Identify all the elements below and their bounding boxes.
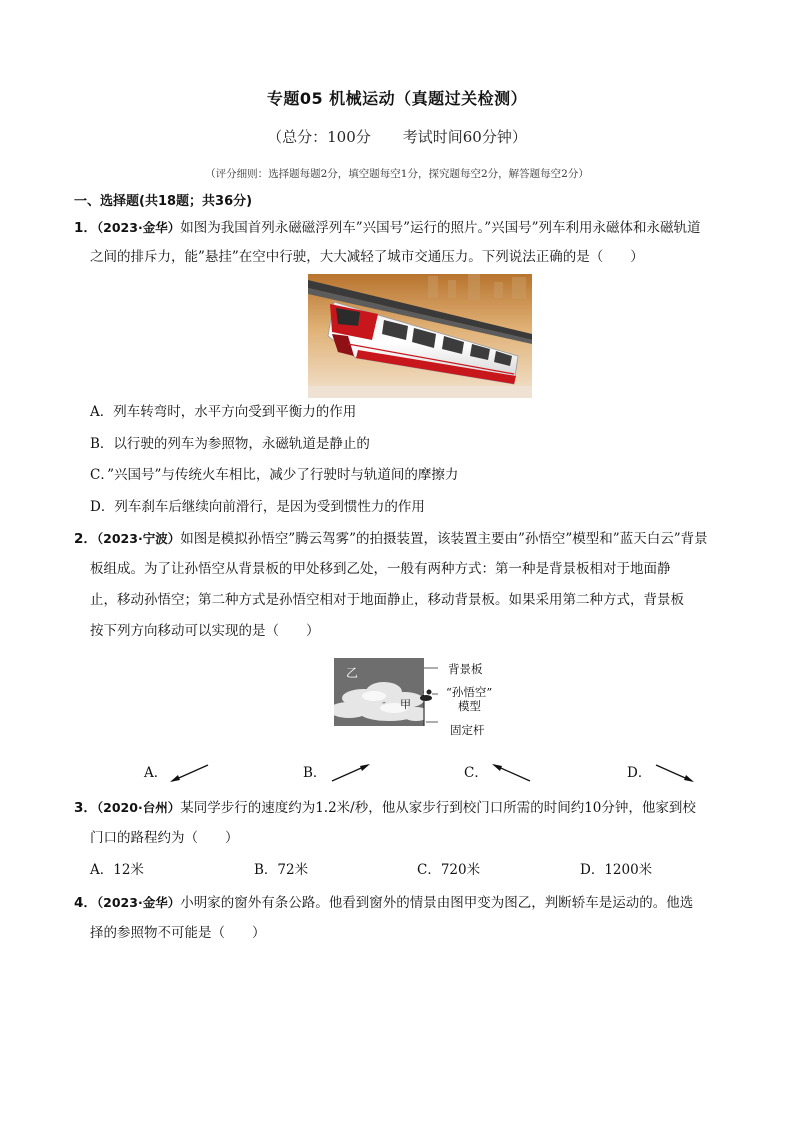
total-score: （总分：100分 [267, 128, 371, 146]
maglev-train-photo [308, 274, 532, 398]
q1-option-d: D．列车刹车后继续向前滑行，是因为受到惯性力的作用 [90, 499, 425, 515]
question-source: （2020·台州） [96, 800, 181, 815]
label-jia: 甲 [400, 698, 411, 711]
q3-option-a: A．12米 [90, 862, 144, 878]
q3-option-d: D．1200米 [580, 862, 653, 878]
section-heading: 一、选择题(共18题；共36分) [74, 194, 253, 209]
q2-option-b: B． [303, 765, 327, 781]
arrow-up-right-icon [328, 762, 372, 784]
wukong-model-icon [420, 690, 432, 702]
question-2-line-3: 止，移动孙悟空；第二种方式是孙悟空相对于地面静止，移动背景板。如果采用第二种方式，背景板 [90, 592, 684, 608]
label-fixed-rod: 固定杆 [450, 723, 485, 737]
label-yi: 乙 [346, 666, 359, 680]
arrow-up-left-icon [490, 762, 534, 784]
question-text: 某同学步行的速度约为1.2米/秒，他从家步行到校门口所需的时间约10分钟，他家到校 [180, 800, 696, 816]
question-2-line-4: 按下列方向移动可以实现的是（ ） [90, 623, 320, 639]
q2-option-a: A． [144, 765, 168, 781]
label-model-line-2: 模型 [458, 699, 481, 713]
figure-leader-lines [412, 660, 452, 740]
question-number: 2． [74, 531, 97, 547]
q1-option-a: A．列车转弯时，水平方向受到平衡力的作用 [90, 404, 357, 420]
background-board-figure [334, 658, 424, 726]
maglev-train-image [308, 274, 532, 398]
arrow-down-right-icon [652, 762, 696, 784]
q3-option-c: C．720米 [417, 862, 481, 878]
question-4-line-1 [74, 893, 693, 913]
question-text: 如图是模拟孙悟空”腾云驾雾”的拍摄装置，该装置主要由”孙悟空”模型和”蓝天白云”背景 [180, 531, 708, 547]
question-1-line-2: 之间的排斥力，能”悬挂”在空中行驶，大大减轻了城市交通压力。下列说法正确的是（ ） [90, 249, 644, 265]
q1-option-c: C．”兴国号”与传统火车相比，减少了行驶时与轨道间的摩擦力 [90, 467, 459, 483]
question-4-line-2: 择的参照物不可能是（ ） [90, 925, 266, 941]
label-model-line-1: “孙悟空” [446, 685, 493, 699]
question-1-line-1 [74, 218, 701, 238]
question-number: 4． [74, 895, 97, 911]
question-source: （2023·金华） [96, 895, 181, 910]
label-background-board: 背景板 [448, 662, 483, 676]
question-3-line-2: 门口的路程约为（ ） [90, 830, 239, 846]
question-3-line-1 [74, 798, 696, 818]
question-source: （2023·宁波） [96, 531, 181, 546]
q3-option-b: B．72米 [254, 862, 309, 878]
question-number: 1． [74, 220, 97, 236]
exam-time: 考试时间60分钟） [402, 128, 527, 146]
q2-option-d: D． [627, 765, 652, 781]
question-number: 3． [74, 800, 97, 816]
q1-option-b: B．以行驶的列车为参照物，永磁轨道是静止的 [90, 436, 370, 452]
question-text: 小明家的窗外有条公路。他看到窗外的情景由图甲变为图乙，判断轿车是运动的。他选 [180, 895, 694, 911]
exam-info [0, 126, 794, 147]
arrow-down-left-icon [168, 762, 212, 784]
q2-option-c: C． [464, 765, 488, 781]
question-source: （2023·金华） [96, 220, 181, 235]
scoring-rules: （评分细则：选择题每题2分，填空题每空1分，探究题每空2分，解答题每空2分） [205, 168, 589, 180]
question-2-line-2: 板组成。为了让孙悟空从背景板的甲处移到乙处，一般有两种方式：第一种是背景板相对于地面静 [90, 561, 671, 577]
page-title: 专题05 机械运动（真题过关检测） [266, 89, 528, 108]
question-text: 如图为我国首列永磁磁浮列车”兴国号”运行的照片。”兴国号”列车利用永磁体和永磁轨道 [180, 220, 701, 236]
question-2-line-1 [74, 529, 708, 549]
